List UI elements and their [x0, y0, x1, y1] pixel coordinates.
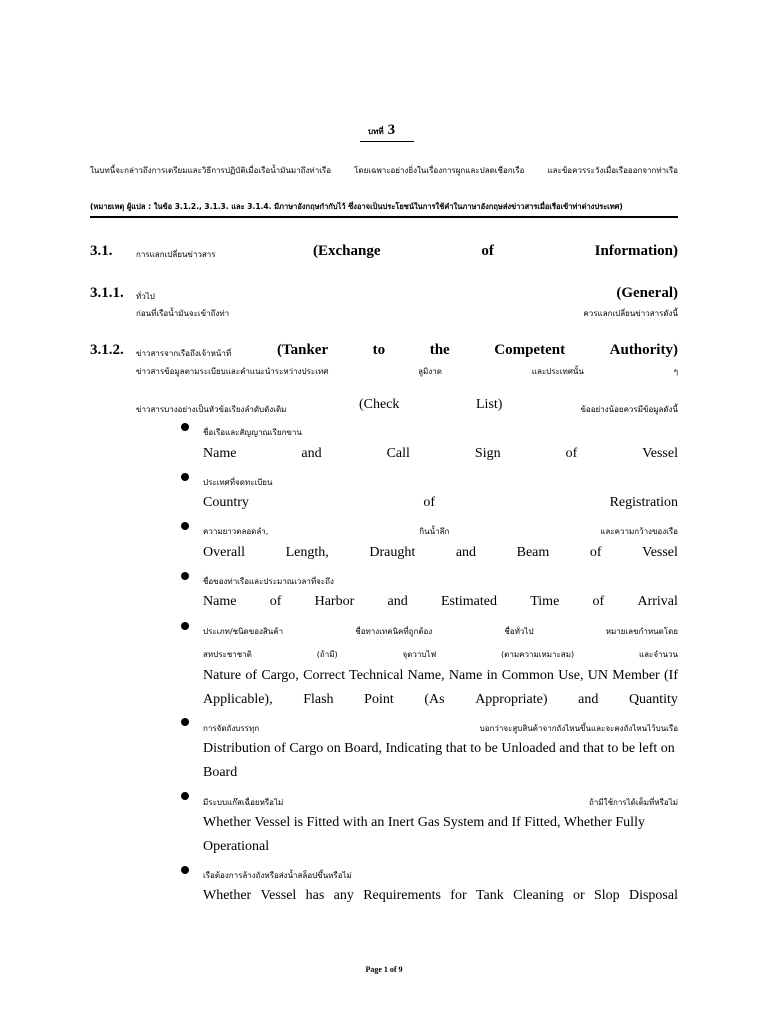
item-4-word: Estimated	[440, 594, 497, 609]
bullet-icon	[181, 473, 189, 481]
item-3-thai-part: ความยาวตลอดลำ,	[203, 527, 269, 536]
bullet-icon	[181, 572, 189, 580]
section-3-1-2-number: 3.1.2.	[90, 342, 124, 358]
item-3-word: and	[455, 545, 477, 560]
section-3-1-2-word: the	[429, 342, 450, 358]
item-4-word: Arrival	[637, 594, 678, 609]
intro-part-1: ในบทนี้จะกล่าวถึงการเตรียมและวิธีการปฏิบัติเมื่อเรือน้ำมันมาถึงท่าเรือ	[90, 166, 332, 175]
item-5-english-line2	[203, 692, 678, 708]
chapter-title-number: 3	[387, 122, 396, 138]
item-4-word: Harbor	[314, 594, 355, 609]
item-5-thai-part: หมายเลขกำหนดโดย	[605, 627, 678, 636]
section-3-1-2-line2-part: ลูมิงาด	[418, 367, 442, 376]
item-8-word: or	[572, 888, 585, 903]
item-4-word: Time	[530, 594, 560, 609]
item-1-word: Vessel	[642, 446, 678, 461]
item-5-thai-part: ชื่อทั่วไป	[504, 627, 534, 636]
item-6-english-line2: Board	[203, 765, 238, 780]
section-3-1-2-line2	[136, 365, 678, 378]
section-3-1-2-line2-part: และประเทศนั้น	[531, 367, 584, 376]
item-5-english-line1: Nature of Cargo, Correct Technical Name, Name in Common Use, UN Member (If	[203, 668, 678, 683]
item-1-word: Call	[386, 446, 410, 461]
item-8-word: any	[333, 888, 354, 903]
item-3-word: of	[589, 545, 602, 560]
bullet-icon	[181, 423, 189, 431]
item-3-word: Vessel	[642, 545, 678, 560]
item-4-word: and	[387, 594, 408, 609]
translator-note: (หมายเหตุ ผู้แปล : ในข้อ 3.1.2., 3.1.3. และ 3.1.4. มีภาษาอังกฤษกำกับไว้ ซึ่งอาจเป็นประโยชน์ในการใช้คำในภาษาอังกฤษส่งข่าวสารเมื่อเรือเข้าท่าต่างประเทศ)	[90, 202, 623, 211]
item-1-thai: ชื่อเรือและสัญญาณเรียกขาน	[203, 428, 302, 437]
section-3-1-2-line2-part: ๆ	[673, 367, 678, 376]
item-5-word: and	[578, 692, 599, 707]
item-8-english	[203, 888, 678, 904]
item-1-word: Name	[203, 446, 237, 461]
item-4-word: of	[269, 594, 282, 609]
section-3-1-2-line3-left: ข่าวสารบางอย่างเป็นหัวข้อเรียงลำดับดังเดิม	[136, 405, 287, 414]
item-8-word: Disposal	[628, 888, 678, 903]
item-3-word: Overall	[203, 545, 245, 560]
bullet-icon	[181, 622, 189, 630]
item-5-word: Quantity	[628, 692, 678, 707]
item-5-thai2-part: สหประชาชาติ	[203, 650, 252, 659]
section-3-1-word: of	[481, 243, 494, 259]
item-5-thai2-part: และจำนวน	[638, 650, 678, 659]
item-3-word: Beam	[516, 545, 550, 560]
item-4-thai: ชื่อของท่าเรือและประมาณเวลาที่จะถึง	[203, 577, 334, 586]
item-8-word: for	[450, 888, 467, 903]
intro-part-3: และข้อควรระวังเมื่อเรือออกจากท่าเรือ	[547, 166, 678, 175]
section-3-1-2-line2-part: ข่าวสารข้อมูลตามระเบียบและคำแนะนำระหว่างประเทศ	[136, 367, 329, 376]
section-3-1-2-english	[277, 342, 678, 359]
chapter-title	[368, 121, 395, 139]
section-3-1-number: 3.1.	[90, 243, 113, 259]
item-5-thai2-part: จุดวาบไฟ	[402, 650, 437, 659]
bullet-icon	[181, 866, 189, 874]
item-4-english	[203, 594, 678, 610]
item-2-word: of	[423, 495, 436, 510]
item-5-thai	[203, 625, 678, 638]
item-5-thai2-part: (ตามความเหมาะสม)	[501, 650, 575, 659]
item-3-english	[203, 545, 678, 561]
item-7-thai-left: มีระบบแก๊สเฉื่อยหรือไม่	[203, 798, 284, 807]
page-number: Page 1 of 9	[365, 965, 403, 974]
chapter-title-prefix: บทที่	[368, 127, 384, 136]
item-5-word: Flash	[303, 692, 334, 707]
section-3-1-2-word: Authority)	[609, 342, 678, 358]
section-3-1-1-english: (General)	[616, 285, 678, 301]
item-8-word: Cleaning	[513, 888, 564, 903]
item-5-thai-line2	[203, 648, 678, 661]
item-2-word: Registration	[609, 495, 678, 510]
item-3-thai-part: และความกว้างของเรือ	[600, 527, 678, 536]
section-3-1-1-line2-right: ควรแลกเปลี่ยนข่าวสารดังนี้	[583, 309, 678, 318]
bullet-icon	[181, 522, 189, 530]
section-3-1-2-check: (Check	[359, 397, 400, 412]
section-3-1-word: Information)	[594, 243, 678, 259]
item-3-thai	[203, 525, 678, 538]
section-3-1-1-thai: ทั่วไป	[136, 292, 155, 301]
item-5-word: Appropriate)	[475, 692, 548, 707]
item-2-thai: ประเทศที่จดทะเบียน	[203, 478, 273, 487]
item-8-word: Tank	[475, 888, 504, 903]
item-5-word: Applicable),	[203, 692, 273, 707]
item-6-english-line1: Distribution of Cargo on Board, Indicating that to be Unloaded and that to be left on	[203, 741, 675, 756]
item-3-word: Length,	[285, 545, 329, 560]
item-5-word: (As	[424, 692, 445, 707]
item-3-word: Draught	[369, 545, 416, 560]
section-3-1-1-number: 3.1.1.	[90, 285, 124, 301]
intro-line	[90, 164, 678, 177]
item-4-word: of	[592, 594, 605, 609]
item-7-english-line1: Whether Vessel is Fitted with an Inert Gas System and If Fitted, Whether Fully	[203, 815, 645, 830]
item-8-thai: เรือต้องการล้างถังหรือส่งน้ำสล็อปขึ้นหรือไม่	[203, 871, 352, 880]
bullet-icon	[181, 792, 189, 800]
item-6-thai-right: บอกว่าจะสูบสินค้าจากถังไหนขึ้นและจะคงถังไหนไว้บนเรือ	[479, 724, 678, 733]
item-1-word: of	[565, 446, 578, 461]
item-2-word: Country	[203, 495, 249, 510]
item-8-word: Requirements	[363, 888, 441, 903]
intro-part-2: โดยเฉพาะอย่างยิ่งในเรื่องการผูกและปลดเชือกเรือ	[354, 166, 525, 175]
section-3-1-2-word: (Tanker	[277, 342, 329, 358]
item-8-word: Whether	[203, 888, 252, 903]
section-3-1-word: (Exchange	[313, 243, 381, 259]
item-4-word: Name	[203, 594, 237, 609]
item-6-thai-left: การจัดถังบรรทุก	[203, 724, 260, 733]
item-8-word: Slop	[593, 888, 620, 903]
section-3-1-2-word: Competent	[494, 342, 566, 358]
item-5-thai2-part: (ถ้ามี)	[316, 650, 338, 659]
section-3-1-english	[313, 243, 678, 260]
item-7-english-line2: Operational	[203, 839, 270, 854]
section-3-1-thai: การแลกเปลี่ยนข่าวสาร	[136, 250, 216, 259]
item-3-thai-part: กินน้ำลึก	[419, 527, 450, 536]
item-8-word: Vessel	[260, 888, 297, 903]
title-underline	[360, 141, 414, 142]
item-5-thai-part: ประเภท/ชนิดของสินค้า	[203, 627, 284, 636]
item-7-thai-right: ถ้ามีใช้การได้เต็มที่หรือไม่	[589, 798, 678, 807]
section-3-1-1-line2-left: ก่อนที่เรือน้ำมันจะเข้าถึงท่า	[136, 309, 230, 318]
note-rule	[90, 216, 678, 218]
item-8-word: has	[305, 888, 325, 903]
item-5-thai-part: ชื่อทางเทคนิคที่ถูกต้อง	[355, 627, 433, 636]
bullet-icon	[181, 718, 189, 726]
section-3-1-2-line3-right: ข้ออย่างน้อยควรมีข้อมูลดังนี้	[580, 405, 678, 414]
item-1-word: Sign	[474, 446, 501, 461]
item-1-word: and	[301, 446, 322, 461]
section-3-1-2-thai: ข่าวสารจากเรือถึงเจ้าหน้าที่	[136, 349, 232, 358]
item-2-english	[203, 495, 678, 511]
section-3-1-2-word: to	[372, 342, 386, 358]
item-5-word: Point	[364, 692, 394, 707]
item-1-english	[203, 446, 678, 462]
section-3-1-2-list: List)	[476, 397, 503, 412]
